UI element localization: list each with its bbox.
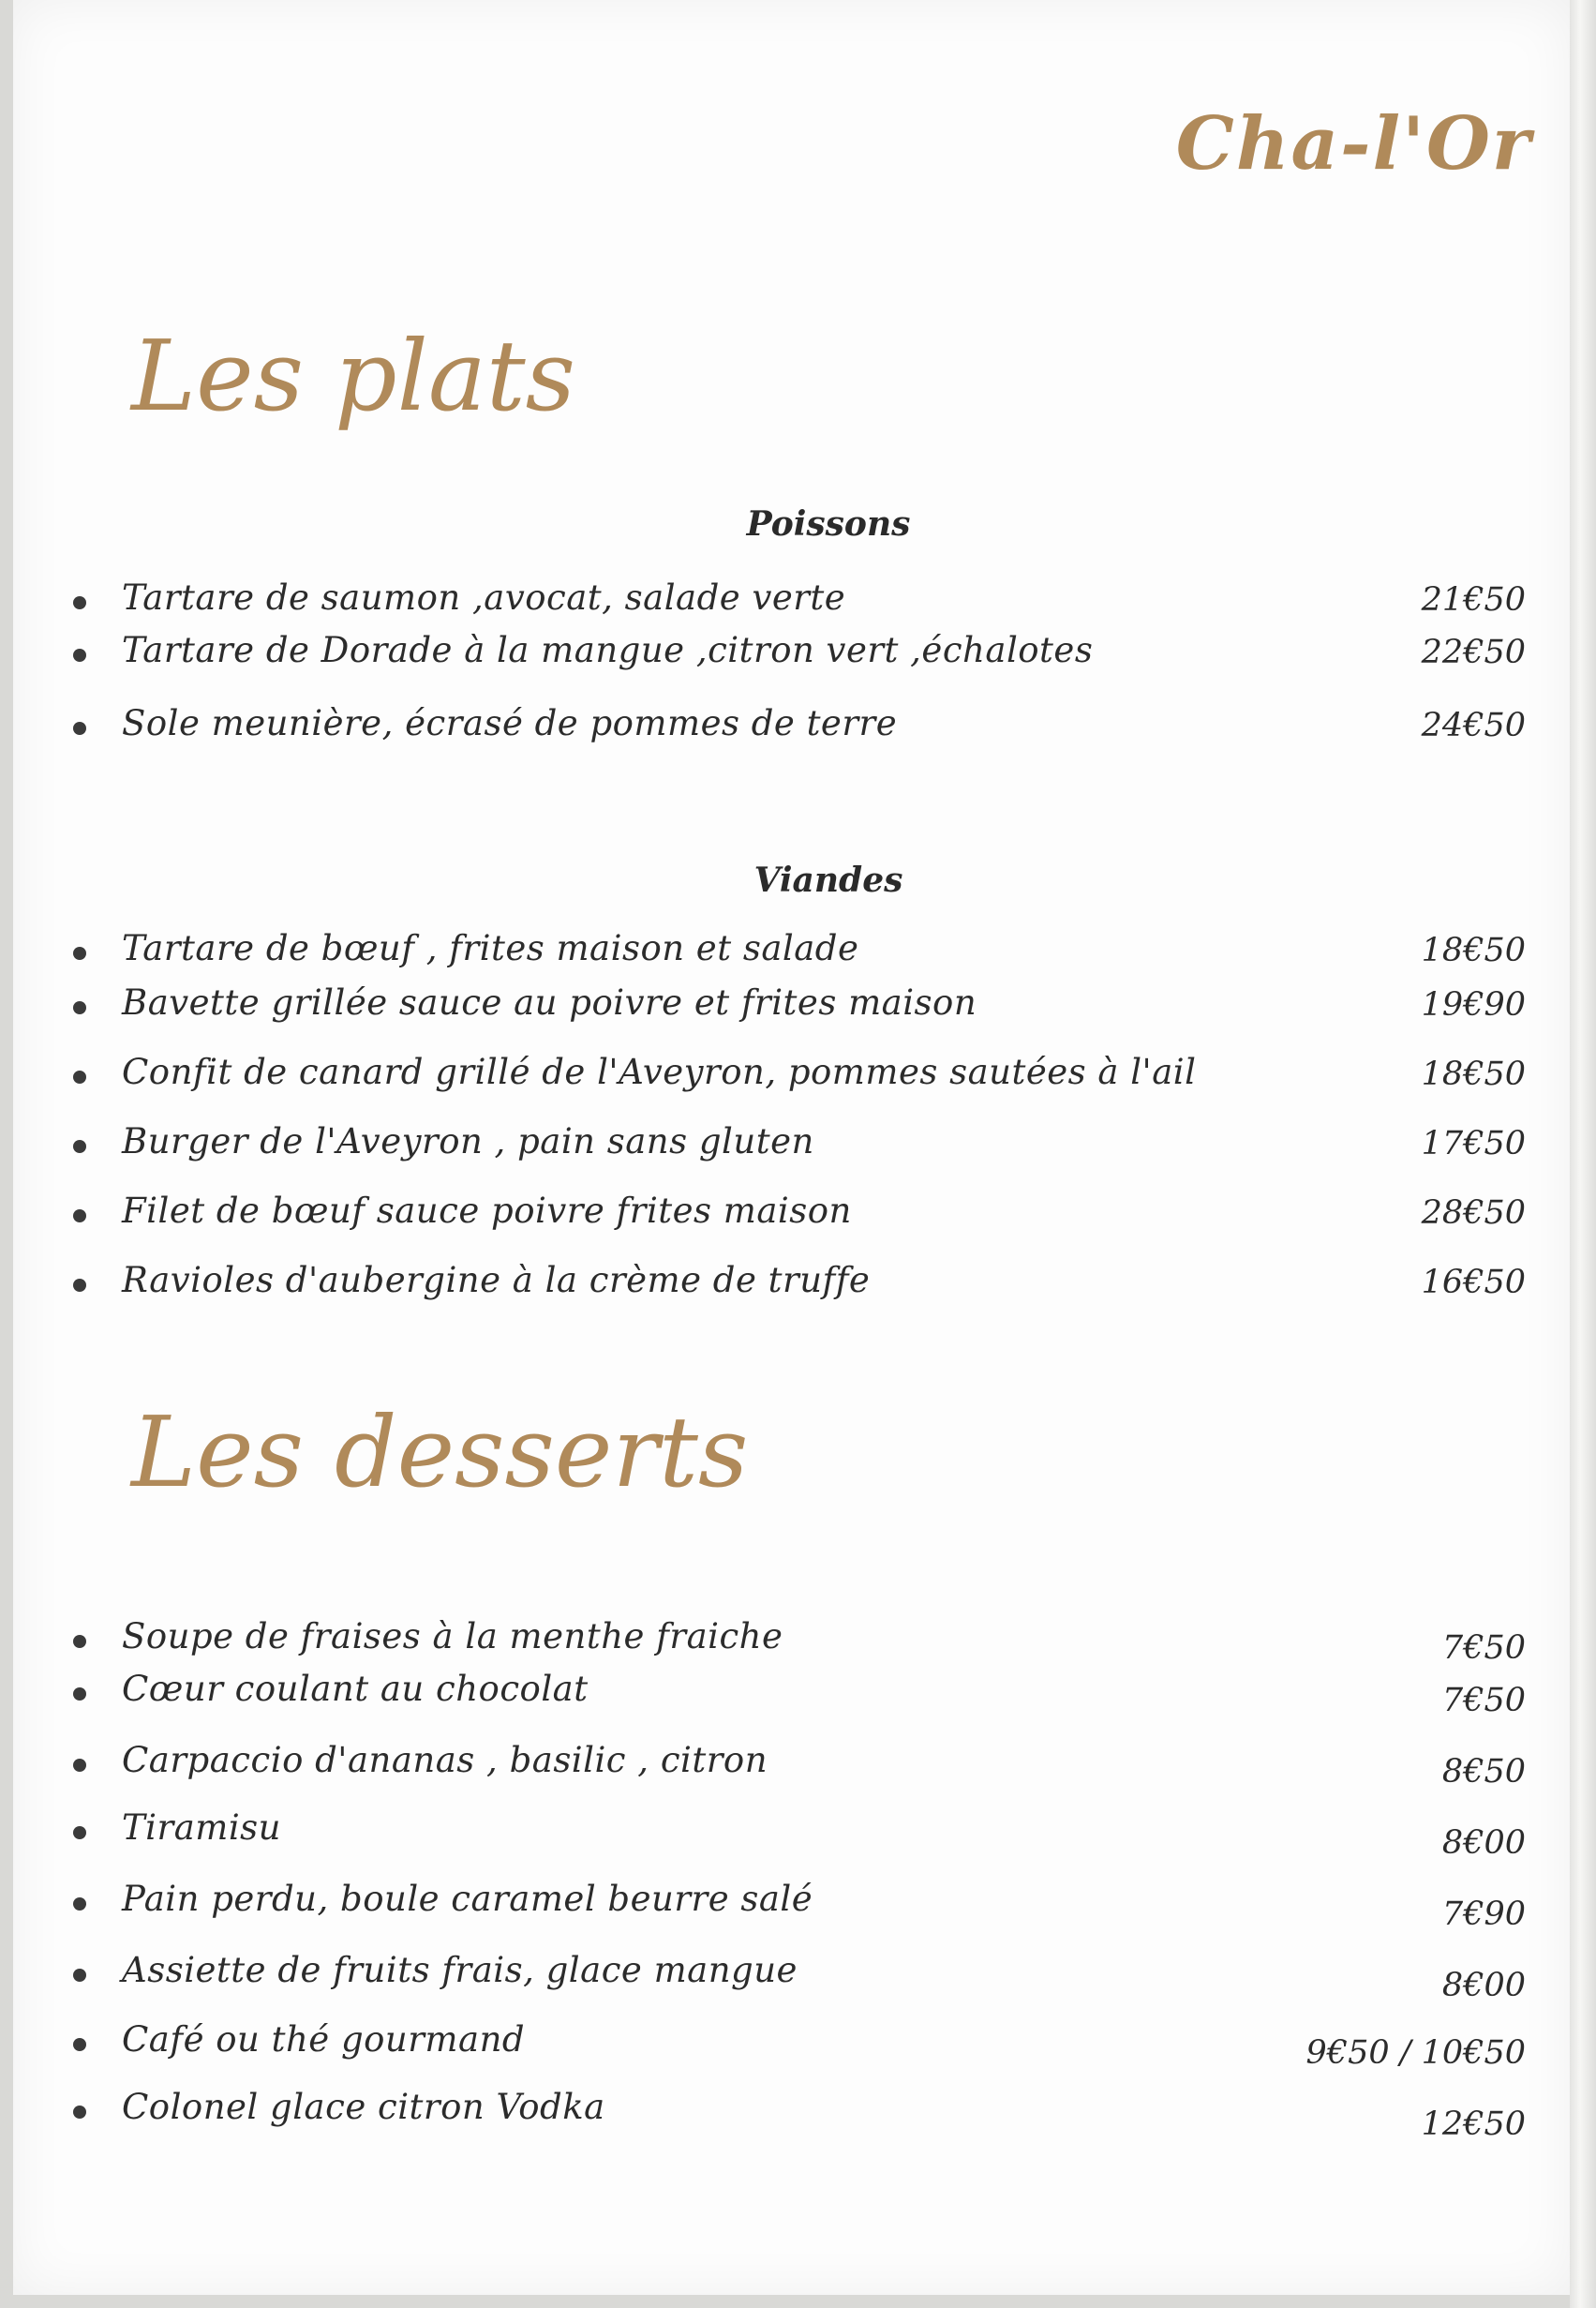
item-price: 18€50 <box>1421 932 1526 969</box>
bullet-icon <box>73 1687 86 1701</box>
item-name: Ravioles d'aubergine à la crème de truffe <box>122 1260 871 1300</box>
item-name: Assiette de fruits frais, glace mangue <box>122 1950 798 1990</box>
menu-item <box>73 1950 1526 2004</box>
item-name: Cœur coulant au chocolat <box>122 1669 589 1709</box>
menu-item <box>73 1191 1526 1237</box>
menu-item <box>73 1879 1526 1933</box>
menu-item <box>73 1669 1526 1719</box>
item-name: Tartare de saumon ,avocat, salade verte <box>122 577 846 618</box>
bullet-icon <box>73 722 86 735</box>
item-price: 9€50 / 10€50 <box>1305 2034 1526 2072</box>
menu-item <box>73 1121 1526 1168</box>
bullet-icon <box>73 1001 86 1014</box>
menu-item <box>73 2087 1526 2143</box>
item-name: Filet de bœuf sauce poivre frites maison <box>122 1191 852 1231</box>
item-price: 7€50 <box>1441 1682 1526 1719</box>
binder-edge <box>1570 0 1596 2308</box>
bullet-icon <box>73 1635 86 1648</box>
menu-item <box>73 1807 1526 1862</box>
item-name: Bavette grillée sauce au poivre et frites maison <box>122 982 977 1023</box>
menu-item <box>73 1260 1526 1307</box>
section-title-desserts: Les desserts <box>131 1395 749 1509</box>
item-name: Confit de canard grillé de l'Aveyron, pommes sautées à l'ail <box>122 1052 1197 1092</box>
item-price: 7€90 <box>1441 1896 1526 1933</box>
bullet-icon <box>73 1969 86 1982</box>
item-price: 21€50 <box>1421 581 1526 619</box>
item-name: Tartare de bœuf , frites maison et salade <box>122 928 859 968</box>
item-name: Tiramisu <box>122 1807 281 1848</box>
item-price: 8€50 <box>1441 1753 1526 1791</box>
item-price: 22€50 <box>1421 634 1526 671</box>
bullet-icon <box>73 1140 86 1153</box>
item-name: Colonel glace citron Vodka <box>122 2087 605 2127</box>
menu-item <box>73 982 1526 1029</box>
item-name: Soupe de fraises à la menthe fraiche <box>122 1616 783 1656</box>
item-name: Pain perdu, boule caramel beurre salé <box>122 1879 813 1919</box>
bullet-icon <box>73 1897 86 1911</box>
menu-item <box>73 577 1526 624</box>
bullet-icon <box>73 947 86 960</box>
item-price: 28€50 <box>1421 1194 1526 1232</box>
item-price: 16€50 <box>1421 1264 1526 1301</box>
item-name: Tartare de Dorade à la mangue ,citron vert ,échalotes <box>122 630 1094 670</box>
bullet-icon <box>73 1759 86 1772</box>
item-price: 18€50 <box>1421 1056 1526 1093</box>
section-title-plats: Les plats <box>131 319 576 433</box>
bullet-icon <box>73 649 86 662</box>
category-heading-poissons: Poissons <box>746 504 911 544</box>
item-price: 17€50 <box>1421 1125 1526 1162</box>
bullet-icon <box>73 1209 86 1222</box>
category-heading-viandes: Viandes <box>753 861 903 900</box>
menu-item <box>73 1740 1526 1791</box>
item-price: 8€00 <box>1441 1967 1526 2004</box>
item-price: 7€50 <box>1441 1629 1526 1667</box>
item-price: 12€50 <box>1421 2106 1526 2143</box>
bullet-icon <box>73 2106 86 2119</box>
menu-item <box>73 630 1526 677</box>
bullet-icon <box>73 2038 86 2051</box>
menu-item <box>73 2019 1526 2072</box>
item-name: Café ou thé gourmand <box>122 2019 526 2060</box>
menu-item <box>73 1616 1526 1667</box>
menu-item <box>73 928 1526 975</box>
item-name: Sole meunière, écrasé de pommes de terre <box>122 703 898 743</box>
item-name: Burger de l'Aveyron , pain sans gluten <box>122 1121 814 1161</box>
item-name: Carpaccio d'ananas , basilic , citron <box>122 1740 768 1780</box>
bullet-icon <box>73 1071 86 1084</box>
item-price: 19€90 <box>1421 986 1526 1024</box>
bullet-icon <box>73 596 86 609</box>
menu-item <box>73 703 1526 750</box>
bullet-icon <box>73 1826 86 1839</box>
menu-item <box>73 1052 1526 1099</box>
item-price: 24€50 <box>1421 707 1526 744</box>
restaurant-logo: Cha-l'Or <box>1175 101 1532 187</box>
bullet-icon <box>73 1279 86 1292</box>
item-price: 8€00 <box>1441 1824 1526 1862</box>
